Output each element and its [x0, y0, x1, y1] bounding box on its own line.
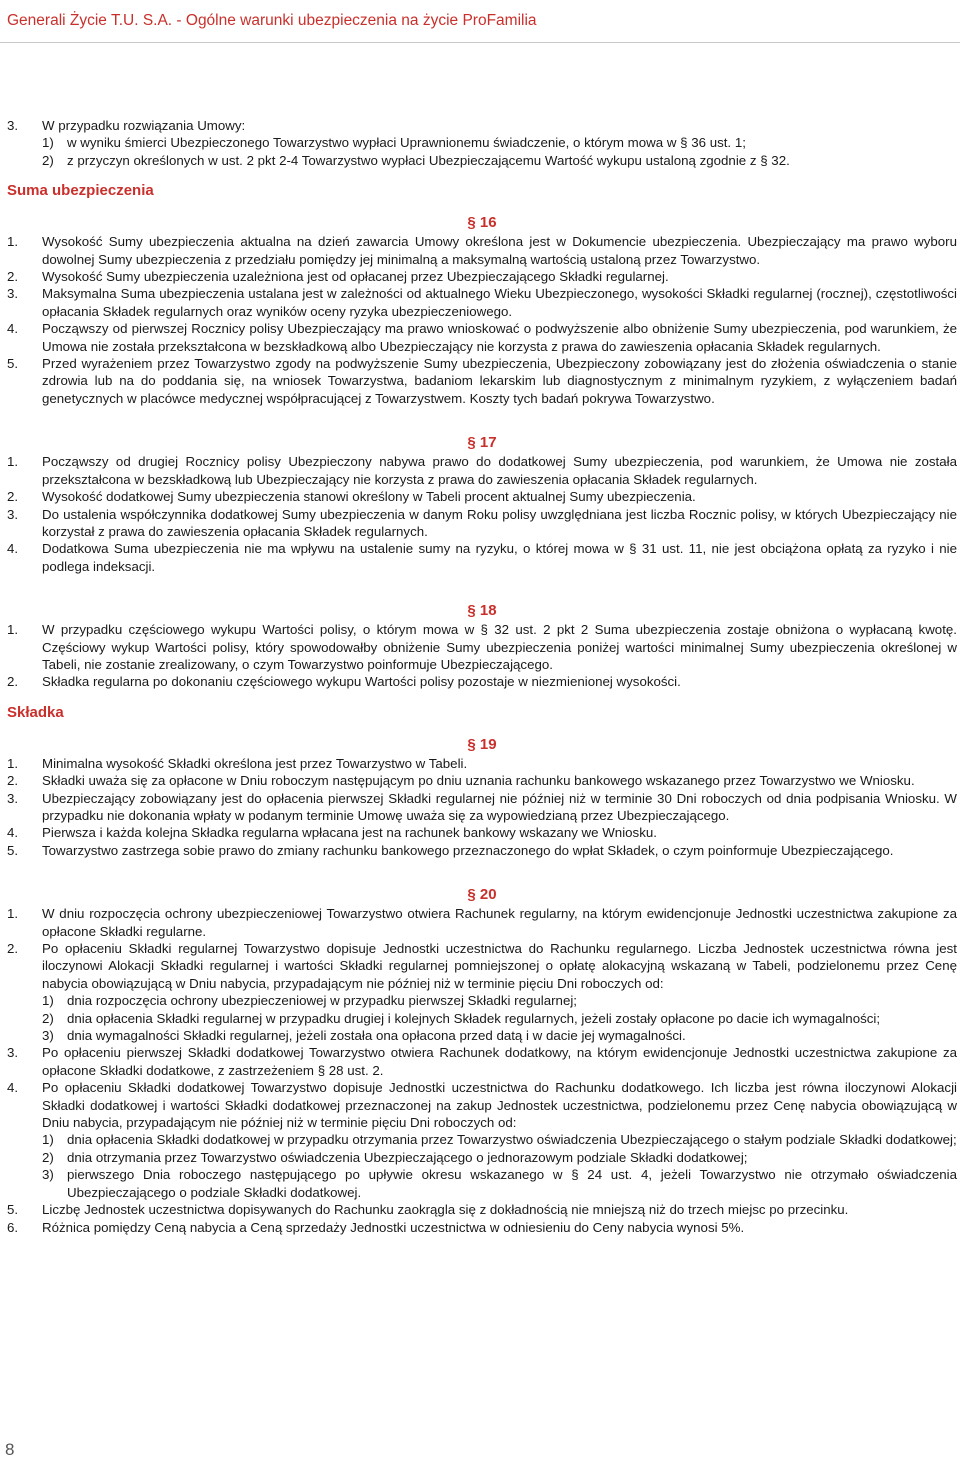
paragraph-number: 3. [7, 118, 19, 133]
list-item [7, 905, 957, 940]
item-text: Składki uważa się za opłacone w Dniu roboczym następującym po dniu uznania rachunku bankowego wskazanego przez Towarzystwo we Wniosku. [42, 773, 915, 789]
item-number: 5. [7, 356, 19, 372]
list-item [7, 790, 957, 825]
item-text: Towarzystwo zastrzega sobie prawo do zmiany rachunku bankowego przeznaczonego do wpłat Składek, o czym poinformuje Ubezpieczającego. [42, 842, 894, 858]
item-number: 2. [7, 489, 19, 505]
section-heading-skladka: Składka [7, 703, 64, 721]
sub-item-number: 1) [42, 1132, 54, 1148]
sub-list-item [42, 1166, 957, 1201]
sub-item-number: 3) [42, 1167, 54, 1183]
sub-item-text: dnia wymagalności Składki regularnej, jeżeli została ona opłacona przed datą i w dacie jej wymagalności. [67, 1028, 686, 1044]
page-number: 8 [5, 1440, 15, 1459]
list-item [7, 488, 957, 505]
header-brand: Generali Życie T.U. S.A. [7, 12, 173, 29]
sub-item-text: dnia opłacenia Składki dodatkowej w przypadku otrzymania przez Towarzystwo oświadczenia Ubezpieczającego o stałym podziale Składki dodatkowej; [67, 1132, 957, 1148]
item-number: 2. [7, 674, 19, 690]
item-number: 1. [7, 906, 19, 922]
sub-item-number: 1) [42, 993, 54, 1009]
section-title-19: § 19 [467, 735, 497, 753]
list-item [7, 772, 957, 789]
list-item [7, 506, 957, 541]
item-number: 2. [7, 941, 19, 956]
list-item [7, 824, 957, 841]
list-item [7, 1219, 957, 1236]
section-title-18: § 18 [467, 602, 497, 620]
item-text: Różnica pomiędzy Ceną nabycia a Ceną sprzedaży Jednostki uczestnictwa w odniesieniu do Ceny nabycia wynosi 5%. [42, 1219, 745, 1235]
item-text: Pierwsza i każda kolejna Składka regularna wpłacana jest na rachunek bankowy wskazany we Wniosku. [42, 825, 657, 841]
item-number: 4. [7, 1080, 19, 1096]
list-item [7, 673, 957, 690]
section-heading-suma: Suma ubezpieczenia [7, 182, 154, 200]
sub-item-number: 3) [42, 1028, 54, 1044]
item-text: W dniu rozpoczęcia ochrony ubezpieczeniowej Towarzystwo otwiera Rachunek regularny, na którym ewidencjonuje Jednostki uczestnictwa zakupione za opłacone Składki regularne. [42, 906, 957, 939]
item-number: 3. [7, 506, 19, 522]
sub-list-item [42, 1027, 957, 1044]
list-item [7, 453, 957, 488]
item-text: Maksymalna Suma ubezpieczenia ustalana jest w zależności od aktualnego Wieku Ubezpieczonego, wysokości Składki regularnej (rocznej), częstotliwości opłacania Składek regularnych oraz wyników oceny ryzyka ubezpieczeniowego. [42, 286, 957, 319]
item-number: 2. [7, 773, 19, 789]
item-text: Po opłaceniu Składki dodatkowej Towarzystwo dopisuje Jednostki uczestnictwa do Rachunku dodatkowego. Ich liczba jest równa iloczynowi Alokacji Składki dodatkowej i wartości Składki dodatkowej przeznaczonej na zakup Jednostek uczestnictwa, podzielonemu przez Cenę nabycia obowiązującą w Dniu nabycia, przypadającym nie później niż w terminie pięciu Dni roboczych od: [42, 1080, 957, 1131]
item-number: 4. [7, 825, 19, 841]
paragraph-3 [7, 117, 957, 169]
item-text: Liczbę Jednostek uczestnictwa dopisywanych do Rachunku zaokrągla się z dokładnością nie mniejszą niż do trzech miejsc po przecinku. [42, 1202, 849, 1218]
list-item [7, 233, 957, 268]
item-text: Wysokość dodatkowej Sumy ubezpieczenia stanowi określony w Tabeli procent aktualnej Sumy ubezpieczenia. [42, 489, 696, 505]
list-item [7, 1201, 957, 1218]
item-text: W przypadku częściowego wykupu Wartości polisy, o którym mowa w § 32 ust. 2 pkt 2 Suma ubezpieczenia zostaje obniżona o wypłacaną kwotę. Częściowy wykup Wartości polisy, który spowodowałby obniżenie Sumy ubezpieczenia poniżej wartości minimalnej Sumy ubezpieczenia określonej w Tabeli, nie zostanie zrealizowany, o czym Towarzystwo poinformuje Ubezpieczającego. [42, 622, 957, 672]
list-item [7, 621, 957, 673]
item-number: 3. [7, 790, 19, 806]
header-divider [0, 42, 960, 43]
item-text: Przed wyrażeniem przez Towarzystwo zgody na podwyższenie Sumy ubezpieczenia, Ubezpieczony zobowiązany jest do złożenia oświadczenia o stanie zdrowia lub na do poddania się, na wniosek Towarzystwa, badaniom lekarskim lub diagnostycznym z minimalnym ryzykiem, z wyłączeniem badań genetycznych w placówce medycznej współpracującej z Towarzystwem. Koszty tych badań pokrywa Towarzystwo. [42, 356, 957, 406]
list-item [42, 134, 957, 151]
section-title-20: § 20 [467, 886, 497, 904]
item-text: Wysokość Sumy ubezpieczenia uzależniona jest od opłacanej przez Ubezpieczającego Składki regularnej. [42, 269, 669, 285]
item-text: Składka regularna po dokonaniu częściowego wykupu Wartości polisy pozostaje w niezmienionej wysokości. [42, 674, 681, 690]
sub-item-number: 2) [42, 1149, 54, 1165]
item-number: 4. [7, 321, 19, 337]
item-number: 1. [7, 454, 19, 470]
list-item [7, 285, 957, 320]
item-text: Do ustalenia współczynnika dodatkowej Sumy ubezpieczenia w danym Roku polisy uwzględniana jest liczba Rocznic polisy, w których Ubezpieczający nie korzystał z prawa do zawieszenia opłacania Składek regularnych. [42, 506, 957, 539]
item-text: Ubezpieczający zobowiązany jest do opłacenia pierwszej Składki regularnej nie później niż w terminie 30 Dni roboczych od dnia podpisania Wniosku. W przypadku nie dokonania wpłaty w podanym terminie Umowę uważa się za wypowiedzianą przez Ubezpieczającego. [42, 790, 957, 823]
item-text: Począwszy od drugiej Rocznicy polisy Ubezpieczony nabywa prawo do dodatkowej Sumy ubezpieczenia, pod warunkiem, że Umowa nie została przekształcona w bezskładkową lub Ubezpieczający nie korzysta z prawa do zawieszenia opłacania Składek regularnych. [42, 454, 957, 487]
item-number: 1. [7, 755, 19, 771]
sub-item-number: 2) [42, 1010, 54, 1026]
item-number: 3. [7, 286, 19, 302]
sub-list-item [42, 1149, 957, 1166]
page-header [7, 12, 537, 30]
list-item [7, 320, 957, 355]
sub-list-item [42, 992, 957, 1009]
item-number: 1. [7, 234, 19, 250]
sub-list-item [42, 1010, 957, 1027]
item-number: 1. [7, 622, 19, 638]
document-body [7, 117, 957, 1236]
item-number: 1) [42, 135, 54, 151]
list-item [7, 540, 957, 575]
list-item [7, 940, 957, 1044]
item-text: w wyniku śmierci Ubezpieczonego Towarzystwo wypłaci Uprawnionemu świadczenie, o którym mowa w § 36 ust. 1; [67, 135, 746, 151]
list-item [7, 268, 957, 285]
sub-item-text: pierwszego Dnia roboczego następującego po upływie okresu wskazanego w § 24 ust. 4, jeżeli Towarzystwo nie otrzymało oświadczenia Ubezpieczającego o podziale Składki dodatkowej. [67, 1167, 957, 1200]
sub-item-text: dnia rozpoczęcia ochrony ubezpieczeniowej w przypadku pierwszej Składki regularnej; [67, 993, 577, 1009]
item-text: z przyczyn określonych w ust. 2 pkt 2-4 Towarzystwo wypłaci Ubezpieczającemu Wartość wykupu ustaloną zgodnie z § 32. [67, 152, 790, 168]
list-item [7, 1044, 957, 1079]
item-text: Dodatkowa Suma ubezpieczenia nie ma wpływu na ustalenie sumy na ryzyku, o której mowa w § 31 ust. 11, nie jest obciążona opłatą za ryzyko i nie podlega indeksacji. [42, 541, 957, 574]
list-item [7, 1079, 957, 1201]
item-text: Począwszy od pierwszej Rocznicy polisy Ubezpieczający ma prawo wnioskować o podwyższenie albo obniżenie Sumy ubezpieczenia, pod warunkiem, że Umowa nie została przekształcona w bezskładkową albo Ubezpieczający nie korzysta z prawa do zawieszenia opłacania Składek regularnych. [42, 321, 957, 354]
item-text: Po opłaceniu pierwszej Składki dodatkowej Towarzystwo otwiera Rachunek dodatkowy, na którym ewidencjonuje Jednostki uczestnictwa zakupione za opłacone Składki dodatkowe, z zastrzeżeniem § 28 ust. 2. [42, 1045, 957, 1078]
sub-item-text: dnia opłacenia Składki regularnej w przypadku drugiej i kolejnych Składek regularnych, jeżeli zostały opłacone po dacie ich wymagalności; [67, 1010, 881, 1026]
item-text: Minimalna wysokość Składki określona jest przez Towarzystwo w Tabeli. [42, 755, 468, 771]
item-number: 5. [7, 842, 19, 858]
item-number: 4. [7, 541, 19, 557]
item-text: Po opłaceniu Składki regularnej Towarzystwo dopisuje Jednostki uczestnictwa do Rachunku regularnego. Liczba Jednostek uczestnictwa równa jest iloczynowi Alokacji Składki regularnej i wartości Składki regularnej pomniejszonej o opłatę alokacyjną wskazaną w Tabeli, podzielonemu przez Cenę nabycia obowiązującą w Dniu nabycia, przypadającym nie później niż w terminie pięciu Dni roboczych od: [42, 941, 957, 991]
list-item [7, 755, 957, 772]
sub-list-item [42, 1131, 957, 1148]
list-item [7, 842, 957, 859]
item-number: 5. [7, 1202, 19, 1218]
section-title-17: § 17 [467, 434, 497, 452]
item-number: 2. [7, 269, 19, 285]
item-number: 3. [7, 1045, 19, 1061]
item-number: 6. [7, 1219, 19, 1235]
paragraph-text: W przypadku rozwiązania Umowy: [42, 118, 246, 133]
header-doc-title: - Ogólne warunki ubezpieczenia na życie ProFamilia [172, 12, 537, 29]
list-item [42, 152, 957, 169]
section-title-16: § 16 [467, 214, 497, 232]
item-number: 2) [42, 152, 54, 168]
item-text: Wysokość Sumy ubezpieczenia aktualna na dzień zawarcia Umowy określona jest w Dokumencie ubezpieczenia. Ubezpieczający ma prawo wyboru dowolnej Sumy ubezpieczenia z przedziału pomiędzy jej minimalną a maksymalną wartością ustaloną przez Towarzystwo. [42, 234, 957, 267]
list-item [7, 355, 957, 407]
sub-item-text: dnia otrzymania przez Towarzystwo oświadczenia Ubezpieczającego o jednorazowym podziale Składki dodatkowej; [67, 1149, 748, 1165]
